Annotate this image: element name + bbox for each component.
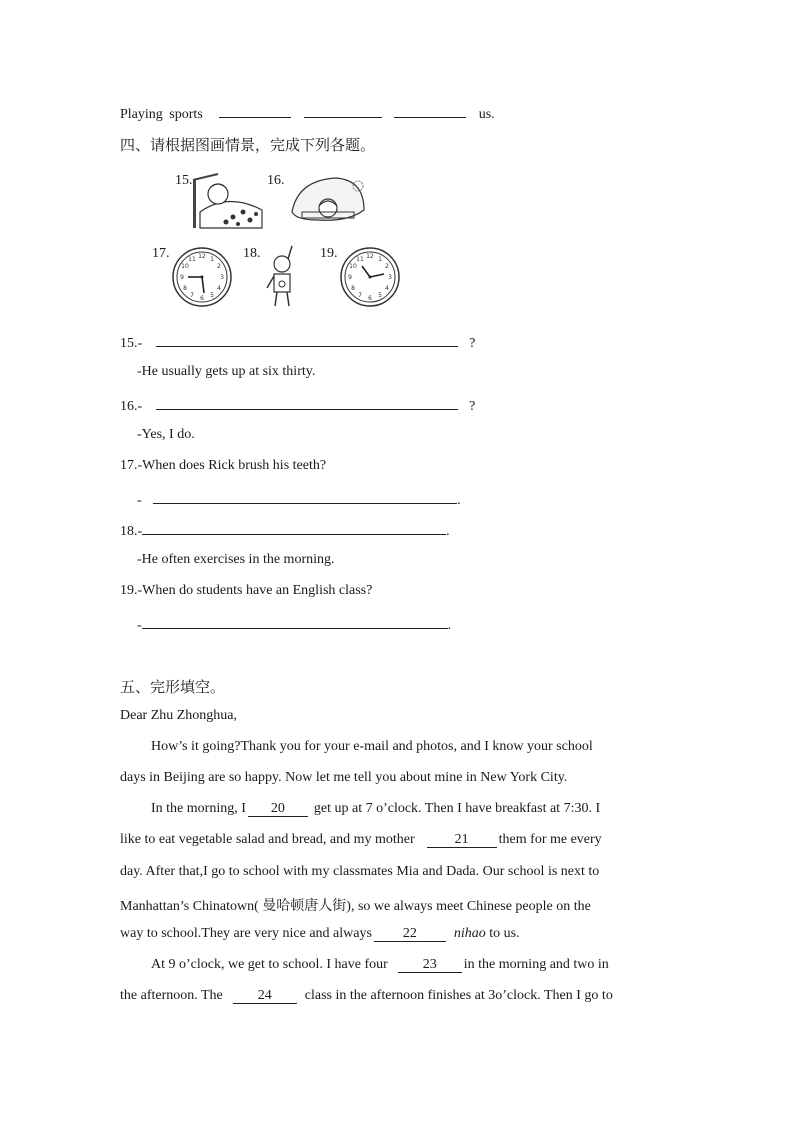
letter-p2-line2: [120, 832, 602, 848]
blank-23[interactable]: 23: [398, 957, 462, 973]
picture-label-19: 19.: [320, 246, 338, 261]
letter-text: them for me every: [498, 832, 602, 847]
girl-in-bed-image: [288, 172, 368, 222]
answer-19-dash: -: [137, 618, 142, 633]
letter-p1-line2: days in Beijing are so happy. Now let me tell you about mine in New York City.: [120, 770, 568, 785]
svg-text:9: 9: [180, 274, 184, 281]
section-5-heading: 五、完形填空。: [120, 678, 226, 696]
answer-17-end: .: [457, 493, 461, 508]
svg-text:4: 4: [385, 285, 389, 292]
svg-text:9: 9: [348, 274, 352, 281]
letter-text: At 9 o’clock, we get to school. I have four: [151, 957, 388, 972]
answer-17-input[interactable]: [153, 490, 457, 504]
svg-text:7: 7: [358, 292, 362, 299]
svg-text:6: 6: [200, 295, 204, 302]
boy-sleeping-image: [188, 172, 266, 230]
question-16-mark: ?: [469, 399, 476, 414]
answer-16: -Yes, I do.: [137, 427, 195, 442]
letter-text: like to eat vegetable salad and bread, and my mother: [120, 832, 415, 847]
top-line-text: Playing sports: [120, 107, 203, 122]
svg-text:12: 12: [366, 253, 374, 260]
blank-21[interactable]: 21: [427, 832, 497, 848]
question-17: 17.-When does Rick brush his teeth?: [120, 458, 327, 473]
picture-label-15: 15.: [175, 173, 193, 188]
svg-text:2: 2: [385, 263, 389, 270]
letter-p2-line1: [151, 801, 600, 817]
clock-19-icon: [339, 246, 401, 308]
svg-text:11: 11: [188, 256, 196, 263]
question-18-number: 18.-: [120, 524, 143, 539]
letter-text: get up at 7 o’clock. Then I have breakfast at 7:30. I: [313, 801, 601, 816]
svg-text:1: 1: [210, 256, 214, 263]
letter-text: In the morning, I: [151, 801, 246, 816]
blank-2[interactable]: [304, 104, 382, 118]
boy-exercising-image: [262, 244, 302, 310]
letter-greeting: Dear Zhu Zhonghua,: [120, 708, 238, 723]
svg-text:5: 5: [378, 292, 382, 299]
answer-17-dash: -: [137, 493, 142, 508]
answer-16-input[interactable]: [156, 396, 458, 410]
svg-text:8: 8: [351, 285, 355, 292]
question-15-mark: ?: [469, 336, 476, 351]
letter-text: in the morning and two in: [463, 957, 609, 972]
svg-text:10: 10: [349, 263, 357, 270]
question-16-number: 16.-: [120, 399, 143, 414]
blank-3[interactable]: [394, 104, 466, 118]
letter-text: class in the afternoon finishes at 3o’clock. Then I go to: [304, 988, 613, 1003]
question-15: [120, 333, 475, 352]
letter-p3-line2: [120, 988, 613, 1004]
question-19: 19.-When do students have an English class?: [120, 583, 373, 598]
svg-text:12: 12: [198, 253, 206, 260]
picture-label-18: 18.: [243, 246, 261, 261]
question-18: [120, 521, 450, 540]
letter-p2-line4: Manhattan’s Chinatown( 曼哈顿唐人街), so we always meet Chinese people on the: [120, 899, 591, 914]
question-18-end: .: [446, 524, 450, 539]
letter-text: way to school.They are very nice and always: [120, 926, 372, 941]
svg-text:4: 4: [217, 285, 221, 292]
svg-text:8: 8: [183, 285, 187, 292]
blank-24[interactable]: 24: [233, 988, 297, 1004]
svg-text:3: 3: [220, 274, 224, 281]
letter-p3-line1: [151, 957, 609, 973]
svg-text:5: 5: [210, 292, 214, 299]
question-16: [120, 396, 475, 415]
question-15-number: 15.-: [120, 336, 143, 351]
answer-19-row: [137, 615, 451, 634]
svg-text:3: 3: [388, 274, 392, 281]
svg-text:11: 11: [356, 256, 364, 263]
svg-text:2: 2: [217, 263, 221, 270]
blank-20[interactable]: 20: [248, 801, 308, 817]
answer-15: -He usually gets up at six thirty.: [137, 364, 316, 379]
picture-label-17: 17.: [152, 246, 170, 261]
picture-label-16: 16.: [267, 173, 285, 188]
answer-15-input[interactable]: [156, 333, 458, 347]
section-4-heading: 四、请根据图画情景，完成下列各题。: [120, 136, 376, 154]
svg-text:10: 10: [181, 263, 189, 270]
letter-text: the afternoon. The: [120, 988, 223, 1003]
svg-text:7: 7: [190, 292, 194, 299]
top-line-end: us.: [478, 107, 495, 122]
letter-p1-line1: How’s it going?Thank you for your e-mail and photos, and I know your school: [151, 739, 593, 754]
answer-18: -He often exercises in the morning.: [137, 552, 335, 567]
letter-text: to us.: [489, 926, 520, 941]
answer-19-end: .: [447, 618, 452, 633]
blank-1[interactable]: [219, 104, 291, 118]
letter-italic-nihao: nihao: [453, 926, 486, 941]
letter-p2-line3: day. After that,I go to school with my classmates Mia and Dada. Our school is next to: [120, 864, 600, 879]
clock-17-icon: [171, 246, 233, 308]
answer-19-input[interactable]: [142, 615, 448, 629]
answer-18-input[interactable]: [142, 521, 446, 535]
letter-p2-line5: [120, 926, 520, 942]
blank-22[interactable]: 22: [374, 926, 446, 942]
top-line: [120, 104, 495, 123]
svg-text:1: 1: [378, 256, 382, 263]
answer-17-row: [137, 490, 461, 509]
svg-text:6: 6: [368, 295, 372, 302]
